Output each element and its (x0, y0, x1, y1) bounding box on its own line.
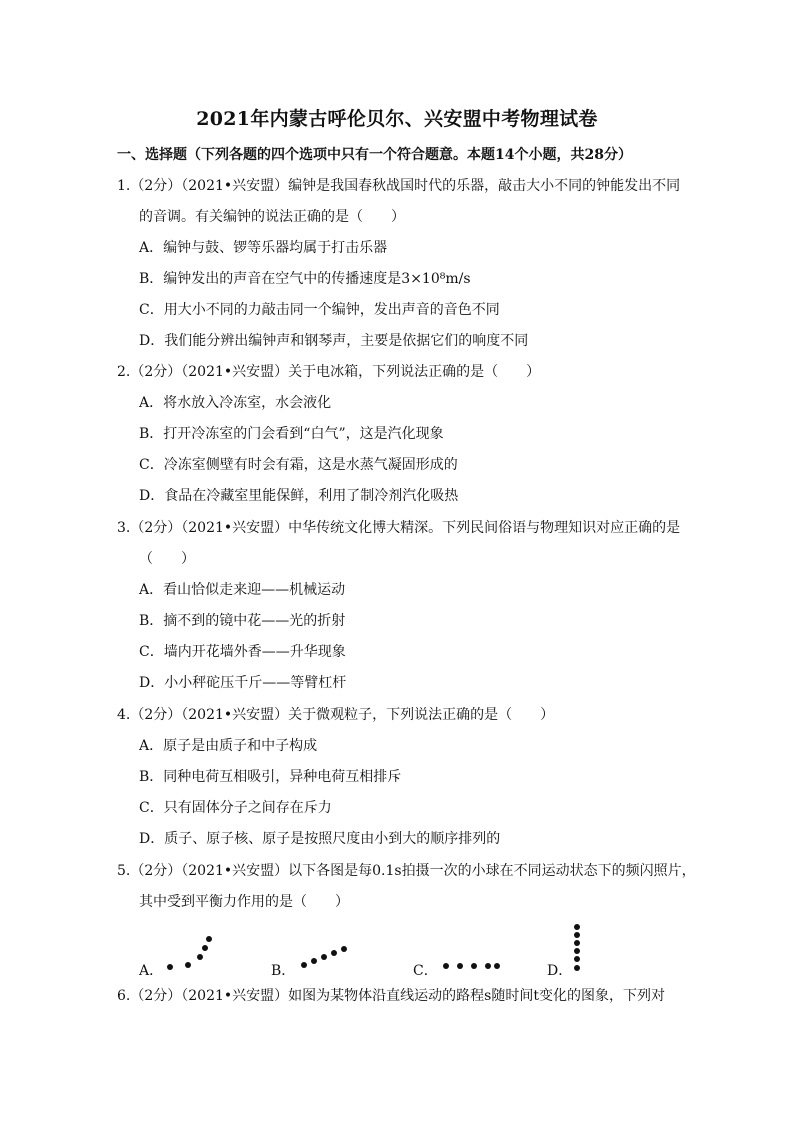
question-6-stem: 6.（2分）（2021•兴安盟）如图为某物体沿直线运动的路程s随时间t变化的图象，下列对 (117, 988, 665, 1004)
question-2-option-a: A．将水放入冷冻室，水会液化 (139, 395, 332, 411)
question-1-option-d: D．我们能分辨出编钟声和钢琴声，主要是依据它们的响度不同 (139, 333, 529, 349)
ball-dot (574, 965, 580, 971)
question-2-option-d: D．食品在冷藏室里能保鲜，利用了制冷剂汽化吸热 (139, 488, 459, 504)
question-5-option-b-label: B． (271, 963, 296, 979)
ball-dot (574, 924, 580, 930)
ball-dot (574, 948, 580, 954)
question-2-stem: 2.（2分）（2021•兴安盟）关于电冰箱，下列说法正确的是（ ） (117, 364, 541, 380)
ball-dot (574, 956, 580, 962)
question-4-option-a: A．原子是由质子和中子构成 (139, 738, 318, 754)
ball-dot (185, 962, 191, 968)
question-5-stem-cont: 其中受到平衡力作用的是（ ） (139, 894, 349, 910)
question-2-option-c: C．冷冻室侧壁有时会有霜，这是水蒸气凝固形成的 (139, 457, 458, 473)
ball-dot (494, 963, 500, 969)
question-1-option-c: C．用大小不同的力敲击同一个编钟，发出声音的音色不同 (139, 302, 500, 318)
question-2-option-b: B．打开冷冻室的门会看到“白气”，这是汽化现象 (139, 426, 444, 442)
ball-dot (574, 932, 580, 938)
ball-dot (202, 945, 208, 951)
ball-dot (443, 963, 449, 969)
question-3-stem-cont: （ ） (139, 551, 195, 567)
ball-dot (331, 950, 337, 956)
ball-dot (206, 936, 212, 942)
question-4-stem: 4.（2分）（2021•兴安盟）关于微观粒子，下列说法正确的是（ ） (117, 707, 555, 723)
ball-dot (457, 963, 463, 969)
question-3-option-c: C．墙内开花墙外香——升华现象 (139, 644, 346, 660)
section-heading: 一、选择题（下列各题的四个选项中只有一个符合题意。本题14个小题，共28分） (117, 147, 632, 163)
ball-dot (321, 954, 327, 960)
question-1-option-b: B．编钟发出的声音在空气中的传播速度是3×10⁸m/s (139, 271, 471, 287)
question-1-option-a: A．编钟与鼓、锣等乐器均属于打击乐器 (139, 240, 388, 256)
question-3-option-a: A．看山恰似走来迎——机械运动 (139, 582, 346, 598)
exam-title: 2021年内蒙古呼伦贝尔、兴安盟中考物理试卷 (196, 108, 598, 130)
question-1-stem: 1.（2分）（2021•兴安盟）编钟是我国春秋战国时代的乐器，敲击大小不同的钟能发出不同 (117, 178, 681, 194)
ball-dot (574, 940, 580, 946)
ball-dot (471, 963, 477, 969)
question-4-option-c: C．只有固体分子之间存在斥力 (139, 800, 332, 816)
question-4-option-d: D．质子、原子核、原子是按照尺度由小到大的顺序排列的 (139, 831, 501, 847)
question-5-option-c-label: C． (413, 963, 438, 979)
question-5-option-a-label: A． (139, 963, 164, 979)
question-5-option-d-label: D． (547, 963, 573, 979)
question-3-stem: 3.（2分）（2021•兴安盟）中华传统文化博大精深。下列民间俗语与物理知识对应正确的是 (117, 520, 681, 536)
question-5-stem: 5.（2分）（2021•兴安盟）以下各图是每0.1s拍摄一次的小球在不同运动状态下的频闪照片， (117, 863, 696, 879)
question-4-option-b: B．同种电荷互相吸引，异种电荷互相排斥 (139, 769, 402, 785)
question-3-option-b: B．摘不到的镜中花——光的折射 (139, 613, 346, 629)
ball-dot (311, 958, 317, 964)
ball-dot (197, 954, 203, 960)
ball-dot (485, 963, 491, 969)
ball-dot (167, 964, 173, 970)
ball-dot (301, 962, 307, 968)
question-1-stem-cont: 的音调。有关编钟的说法正确的是（ ） (139, 209, 405, 225)
ball-dot (341, 946, 347, 952)
question-5-figure-options (117, 928, 717, 980)
question-3-option-d: D．小小秤砣压千斤——等臂杠杆 (139, 675, 347, 691)
